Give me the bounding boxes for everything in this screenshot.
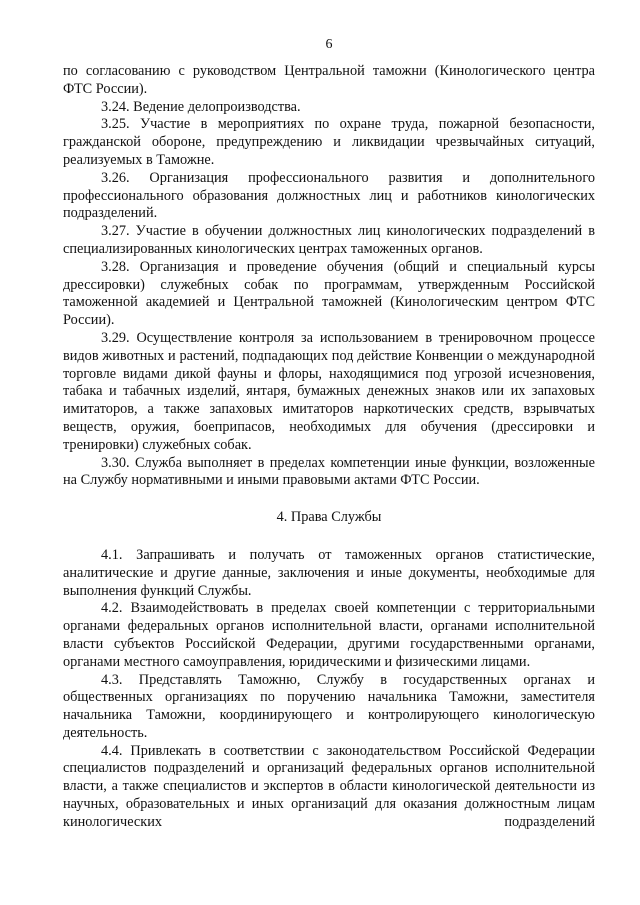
paragraph-3-30: 3.30. Служба выполняет в пределах компетенции иные функции, возложенные на Службу нормативными и иными правовыми актами ФТС России. [63,454,595,489]
paragraph-4-2: 4.2. Взаимодействовать в пределах своей компетенции с территориальными органами федеральных органов исполнительной власти, органами исполнительной власти субъектов Российской Федерации, другими государственными органами, органами местного самоуправления, юридическими и физическими лицами. [63,600,595,670]
paragraph-4-3: 4.3. Представлять Таможню, Службу в государственных органах и общественных организациях по поручению начальника Таможни, заместителя начальника Таможни, координирующего и контролирующего кинологическую деятельность. [63,671,595,741]
paragraph-3-27: 3.27. Участие в обучении должностных лиц кинологических подразделений в специализированных кинологических центрах таможенных органов. [63,223,595,257]
paragraph-3-24: 3.24. Ведение делопроизводства. [101,98,301,115]
section-heading: 4. Права Службы [276,509,382,526]
paragraph-3-26: 3.26. Организация профессионального развития и дополнительного профессионального образования должностных лиц и работников кинологических подразделений. [63,169,595,222]
page-number: 6 [325,37,333,52]
paragraph-3-29: 3.29. Осуществление контроля за использованием в тренировочном процессе видов животных и растений, подпадающих под действие Конвенции о международной торговле видами дикой фауны и флоры, находящимися под угрозой исчезновения, табака и табачных изделий, янтаря, бумажных денежных знаков или их запаховых имитаторов, а также запаховых имитаторов наркотических средств, взрывчатых веществ, оружия, боеприпасов, необходимых для обучения (дрессировки и тренировки) служебных собак. [63,329,595,453]
paragraph-continuation: по согласованию с руководством Центральной таможни (Кинологического центра ФТС России). [63,63,595,97]
paragraph-4-4: 4.4. Привлекать в соответствии с законодательством Российской Федерации специалистов подразделений и организаций федеральных органов исполнительной власти, а также специалистов и экспертов в области кинологической деятельности из научных, образовательных и иных организаций для оказания должностным лицам кинологических подразделений [63,742,595,830]
paragraph-4-1: 4.1. Запрашивать и получать от таможенных органов статистические, аналитические и другие данные, заключения и иные документы, необходимые для выполнения функций Службы. [63,546,595,599]
document-page [63,0,595,905]
paragraph-3-25: 3.25. Участие в мероприятиях по охране труда, пожарной безопасности, гражданской обороне, предупреждению и ликвидации чрезвычайных ситуаций, реализуемых в Таможне. [63,116,595,168]
document-body [63,63,595,832]
paragraph-3-28: 3.28. Организация и проведение обучения (общий и специальный курсы дрессировки) служебных собак по программам, утвержденным Российской таможенной академией и Центральной таможней (Кинологическим центром ФТС России). [63,258,595,329]
